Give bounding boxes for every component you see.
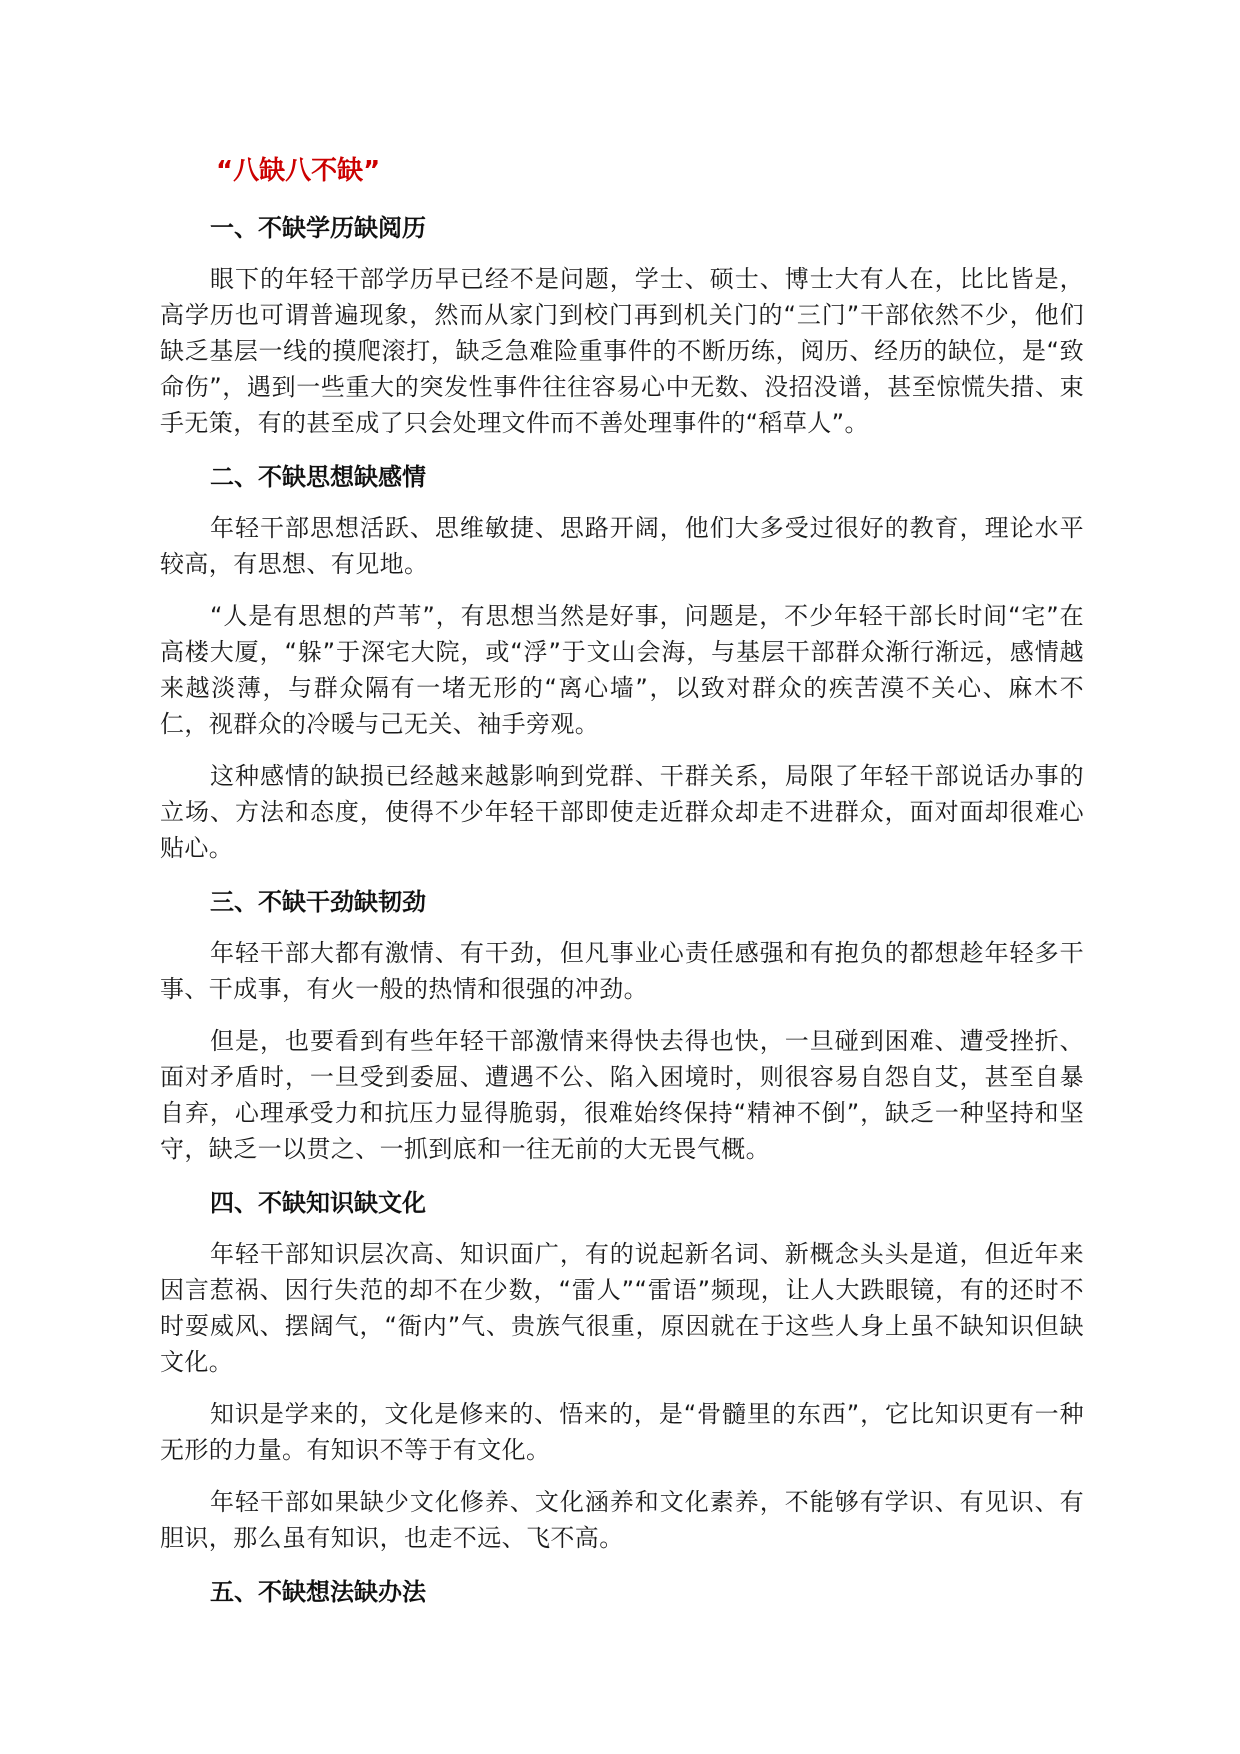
section-heading: 五、不缺想法缺办法 xyxy=(210,1578,426,1606)
section-heading: 三、不缺干劲缺韧劲 xyxy=(210,888,426,916)
section-5 xyxy=(160,1572,1084,1612)
paragraph: 知识是学来的，文化是修来的、悟来的，是“骨髓里的东西”，它比知识更有一种无形的力量。有知识不等于有文化。 xyxy=(160,1400,1084,1464)
section-1 xyxy=(160,208,1084,441)
section-4 xyxy=(160,1183,1084,1556)
paragraph: 年轻干部如果缺少文化修养、文化涵养和文化素养，不能够有学识、有见识、有胆识，那么虽有知识，也走不远、飞不高。 xyxy=(160,1488,1084,1552)
paragraph: “人是有思想的芦苇”，有思想当然是好事，问题是，不少年轻干部长时间“宅”在高楼大厦，“躲”于深宅大院，或“浮”于文山会海，与基层干部群众渐行渐远，感情越来越淡薄，与群众隔有一堵无形的“离心墙”，以致对群众的疾苦漠不关心、麻木不仁，视群众的冷暖与己无关、袖手旁观。 xyxy=(160,602,1084,738)
section-3 xyxy=(160,882,1084,1167)
section-2 xyxy=(160,457,1084,866)
section-heading: 二、不缺思想缺感情 xyxy=(210,463,426,491)
section-heading: 四、不缺知识缺文化 xyxy=(210,1189,426,1217)
section-heading: 一、不缺学历缺阅历 xyxy=(210,214,426,242)
paragraph: 年轻干部思想活跃、思维敏捷、思路开阔，他们大多受过很好的教育，理论水平较高，有思想、有见地。 xyxy=(160,514,1084,578)
paragraph: 这种感情的缺损已经越来越影响到党群、干群关系，局限了年轻干部说话办事的立场、方法和态度，使得不少年轻干部即使走近群众却走不进群众，面对面却很难心贴心。 xyxy=(160,762,1084,862)
paragraph: 年轻干部知识层次高、知识面广，有的说起新名词、新概念头头是道，但近年来因言惹祸、因行失范的却不在少数，“雷人”“雷语”频现，让人大跌眼镜，有的还时不时耍威风、摆阔气，“衙内”气、贵族气很重，原因就在于这些人身上虽不缺知识但缺文化。 xyxy=(160,1240,1084,1376)
document-page xyxy=(160,150,1084,1625)
paragraph: 眼下的年轻干部学历早已经不是问题，学士、硕士、博士大有人在，比比皆是，高学历也可谓普遍现象，然而从家门到校门再到机关门的“三门”干部依然不少，他们缺乏基层一线的摸爬滚打，缺乏急难险重事件的不断历练，阅历、经历的缺位，是“致命伤”，遇到一些重大的突发性事件往往容易心中无数、没招没谱，甚至惊慌失措、束手无策，有的甚至成了只会处理文件而不善处理事件的“稻草人”。 xyxy=(160,265,1084,437)
document-title: “八缺八不缺” xyxy=(216,156,381,186)
paragraph: 但是，也要看到有些年轻干部激情来得快去得也快，一旦碰到困难、遭受挫折、面对矛盾时，一旦受到委屈、遭遇不公、陷入困境时，则很容易自怨自艾，甚至自暴自弃，心理承受力和抗压力显得脆弱，很难始终保持“精神不倒”，缺乏一种坚持和坚守，缺乏一以贯之、一抓到底和一往无前的大无畏气概。 xyxy=(160,1027,1084,1163)
paragraph: 年轻干部大都有激情、有干劲，但凡事业心责任感强和有抱负的都想趁年轻多干事、干成事，有火一般的热情和很强的冲劲。 xyxy=(160,939,1084,1003)
